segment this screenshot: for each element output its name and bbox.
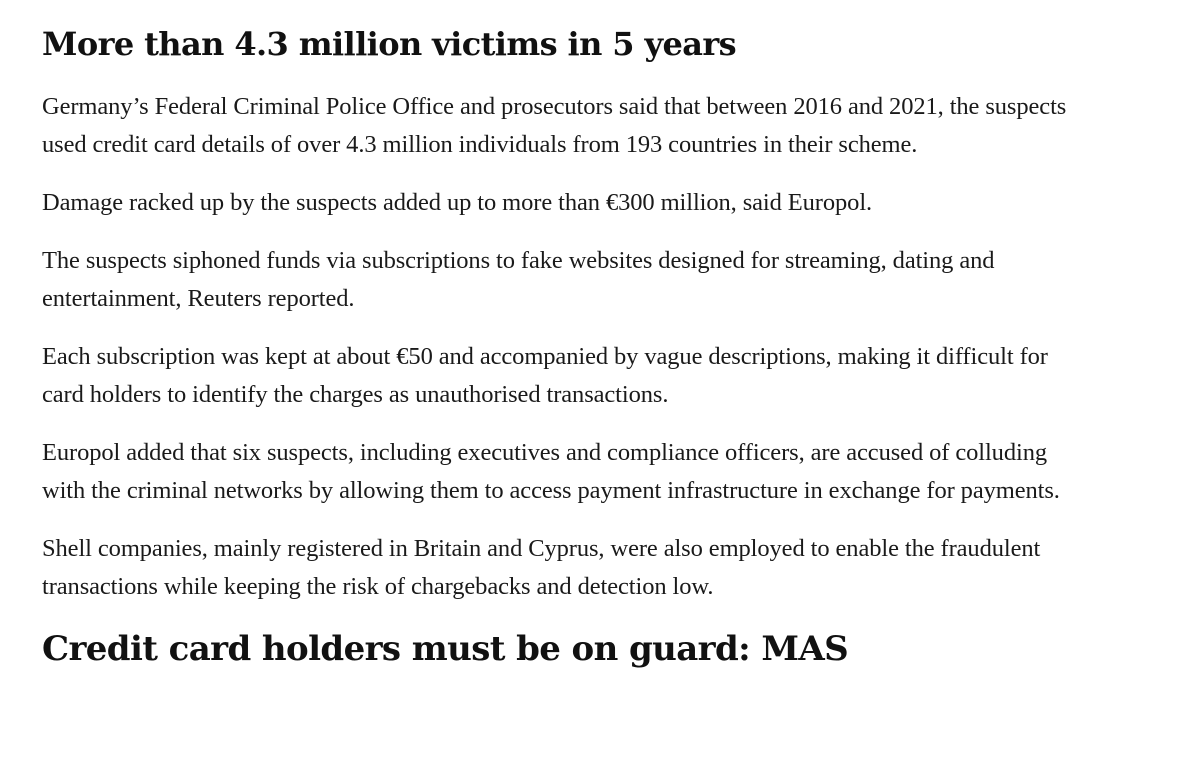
paragraph-damage: Damage racked up by the suspects added up to more than €300 million, said Europol. [42,189,873,216]
paragraph-subscriptions: The suspects siphoned funds via subscriptions to fake websites designed for streaming, dating and entertainment, Reuters reported. [42,247,995,312]
paragraph-police-office: Germany’s Federal Criminal Police Office and prosecutors said that between 2016 and 2021, the suspects used credit card details of over 4.3 million individuals from 193 countries in their scheme. [42,93,1067,158]
paragraph-shell-companies: Shell companies, mainly registered in Britain and Cyprus, were also employed to enable the fraudulent transactions while keeping the risk of chargebacks and detection low. [42,535,1041,600]
paragraph-subscription-amount: Each subscription was kept at about €50 and accompanied by vague descriptions, making it difficult for card holders to identify the charges as unauthorised transactions. [42,343,1048,408]
section-heading-victims: More than 4.3 million victims in 5 years [42,25,737,63]
section-heading-mas: Credit card holders must be on guard: MAS [42,629,849,669]
article-body [42,0,1092,670]
paragraph-europol-suspects: Europol added that six suspects, including executives and compliance officers, are accused of colluding with the criminal networks by allowing them to access payment infrastructure in exchange for payments. [42,439,1060,504]
